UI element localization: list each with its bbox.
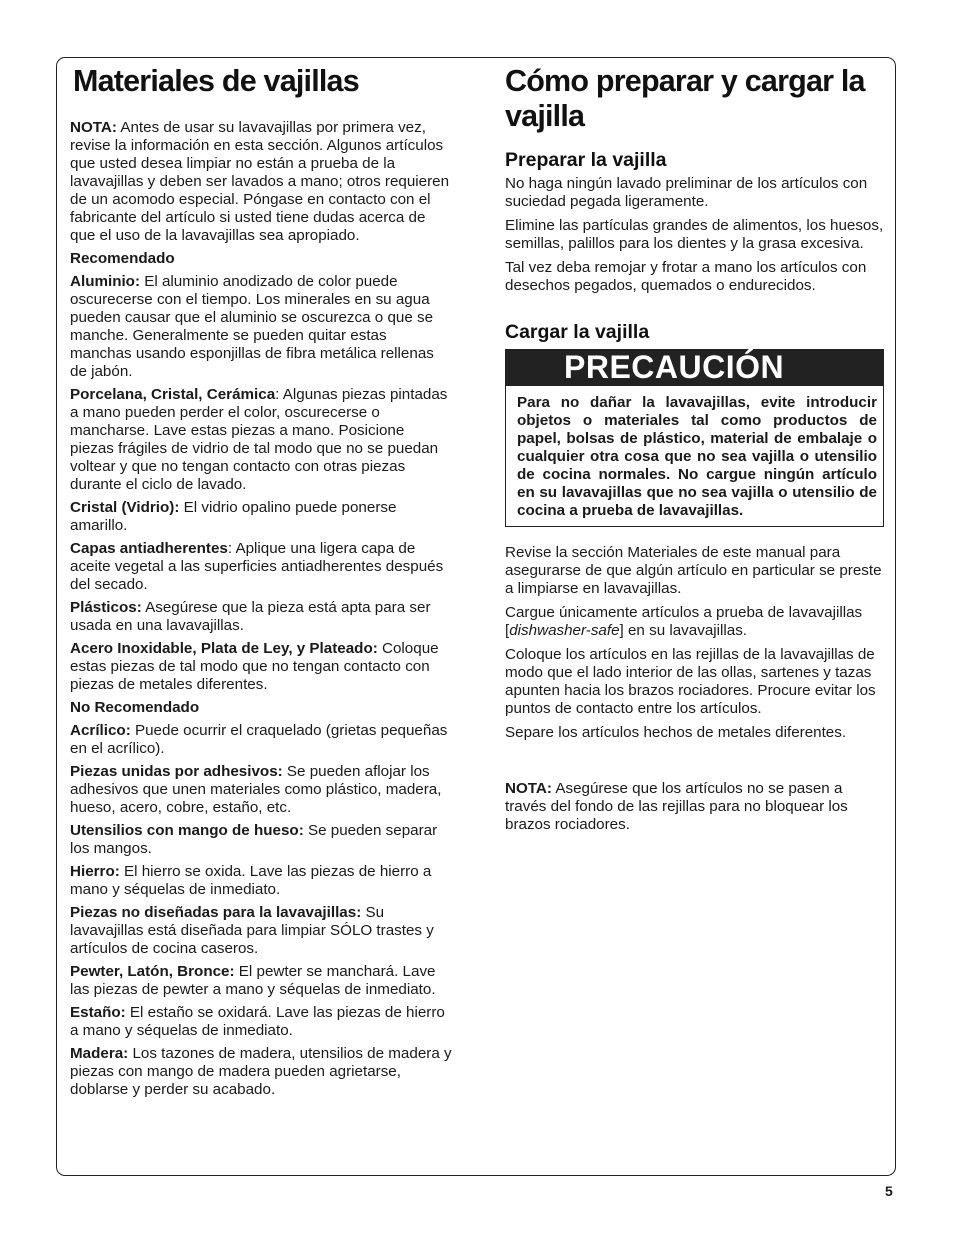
materials-title: Materiales de vajillas	[73, 64, 359, 98]
material-name: Madera:	[70, 1045, 129, 1062]
material-name: Piezas unidas por adhesivos:	[70, 763, 283, 780]
material-entry	[70, 763, 452, 817]
material-name: Utensilios con mango de hueso:	[70, 822, 304, 839]
not-recommended-list	[70, 722, 452, 1099]
load-paragraph: Revise la sección Materiales de este manual para asegurarse de que algún artículo en particular se preste a limpiarse en lavavajillas.	[505, 544, 882, 597]
material-name: Piezas no diseñadas para la lavavajillas:	[70, 904, 362, 921]
loading-title: Cómo preparar y cargar la vajilla	[505, 64, 865, 133]
material-name: Porcelana, Cristal, Cerámica	[70, 386, 276, 403]
page-number: 5	[885, 1183, 893, 1199]
loading-note: NOTA: Asegúrese que los artículos no se pasen a través del fondo de las rejillas para no bloquear los brazos rociadores.	[505, 780, 848, 833]
material-name: Hierro:	[70, 863, 120, 880]
material-name: Estaño:	[70, 1004, 126, 1021]
material-name: Cristal (Vidrio):	[70, 499, 180, 516]
material-description: Asegúrese que la pieza está apta para ser usada en una lavavajillas.	[70, 599, 431, 634]
material-entry	[70, 1004, 452, 1040]
recommended-list	[70, 273, 452, 694]
material-entry	[70, 722, 452, 758]
material-entry	[70, 273, 452, 381]
material-description: Su lavavajillas está diseñada para limpiar SÓLO trastes y artículos de cocina caseros.	[70, 904, 434, 957]
material-entry	[70, 386, 452, 494]
material-name: Acrílico:	[70, 722, 131, 739]
material-description: Los tazones de madera, utensilios de madera y piezas con mango de madera pueden agrietarse, doblarse y perder su acabado.	[70, 1045, 452, 1098]
material-description: : Algunas piezas pintadas a mano pueden perder el color, oscurecerse o mancharse. Lave estas piezas a mano. Posicione piezas frágiles de vidrio de tal modo que no se puedan voltear y que no tengan contacto con otras piezas durante el ciclo de lavado.	[70, 386, 448, 493]
material-description: : Aplique una ligera capa de aceite vegetal a las superficies antiadherentes después del secado.	[70, 540, 444, 593]
material-description: El hierro se oxida. Lave las piezas de hierro a mano y séquelas de inmediato.	[70, 863, 432, 898]
material-name: Aluminio:	[70, 273, 141, 290]
materials-note: NOTA: Antes de usar su lavavajillas por primera vez, revise la información en esta sección. Algunos artículos que usted desea limpiar no están a prueba de la lavavajillas y deben ser lavados a mano; otros requieren de un acomodo especial. Póngase en contacto con el fabricante del artículo si usted tiene dudas acerca de que el uso de la lavavajillas sea apropiado.	[70, 119, 450, 244]
material-description: Puede ocurrir el craquelado (grietas pequeñas en el acrílico).	[70, 722, 448, 757]
material-description: El estaño se oxidará. Lave las piezas de hierro a mano y séquelas de inmediato.	[70, 1004, 445, 1039]
load-paragraph: Cargue únicamente artículos a prueba de lavavajillas [dishwasher-safe] en su lavavajillas.	[505, 604, 863, 639]
not-recommended-heading: No Recomendado	[70, 699, 200, 716]
material-entry	[70, 540, 452, 594]
material-entry	[70, 640, 452, 694]
material-entry	[70, 904, 452, 958]
material-entry	[70, 822, 452, 858]
prepare-heading: Preparar la vajilla	[505, 149, 667, 171]
loading-column	[505, 64, 885, 840]
material-entry	[70, 499, 452, 535]
material-entry	[70, 963, 452, 999]
material-name: Capas antiadherentes	[70, 540, 228, 557]
prepare-paragraph: Elimine las partículas grandes de alimentos, los huesos, semillas, palillos para los dientes y la grasa excesiva.	[505, 217, 884, 252]
material-entry	[70, 1045, 452, 1099]
caution-text: Para no dañar la lavavajillas, evite introducir objetos o materiales tal como productos de papel, bolsas de plástico, material de embalaje o cualquier otra cosa que no sea vajilla o utensilio de cocina normales. No cargue ningún artículo en su lavavajillas que no sea vajilla o utensilio de cocina a prueba de lavavajillas.	[517, 394, 877, 519]
load-paragraph: Separe los artículos hechos de metales diferentes.	[505, 724, 847, 741]
material-name: Pewter, Latón, Bronce:	[70, 963, 235, 980]
recommended-heading: Recomendado	[70, 250, 175, 267]
material-description: El pewter se manchará. Lave las piezas de pewter a mano y séquelas de inmediato.	[70, 963, 436, 998]
caution-title: PRECAUCIÓN	[506, 350, 883, 386]
material-description: El aluminio anodizado de color puede oscurecerse con el tiempo. Los minerales en su agua pueden causar que el aluminio se oscurezca o que se manche. Generalmente se pueden quitar estas manchas usando esponjillas de fibra metálica rellenas de jabón.	[70, 273, 434, 380]
material-description: Coloque estas piezas de tal modo que no tengan contacto con piezas de metales diferentes.	[70, 640, 439, 693]
load-paragraph: Coloque los artículos en las rejillas de la lavavajillas de modo que el lado interior de las ollas, sartenes y tazas apunten hacia los brazos rociadores. Procure evitar los puntos de contacto entre los artículos.	[505, 646, 876, 717]
material-entry	[70, 599, 452, 635]
material-name: Acero Inoxidable, Plata de Ley, y Plateado:	[70, 640, 378, 657]
prepare-paragraph: Tal vez deba remojar y frotar a mano los artículos con desechos pegados, quemados o endurecidos.	[505, 259, 867, 294]
material-description: Se pueden aflojar los adhesivos que unen materiales como plástico, madera, hueso, acero, cobre, estaño, etc.	[70, 763, 442, 816]
material-description: El vidrio opalino puede ponerse amarillo.	[70, 499, 397, 534]
material-description: Se pueden separar los mangos.	[70, 822, 438, 857]
prepare-paragraph: No haga ningún lavado preliminar de los artículos con suciedad pegada ligeramente.	[505, 175, 868, 210]
material-name: Plásticos:	[70, 599, 142, 616]
materials-column	[70, 64, 452, 1104]
load-heading: Cargar la vajilla	[505, 321, 650, 343]
caution-box	[505, 349, 884, 527]
material-entry	[70, 863, 452, 899]
